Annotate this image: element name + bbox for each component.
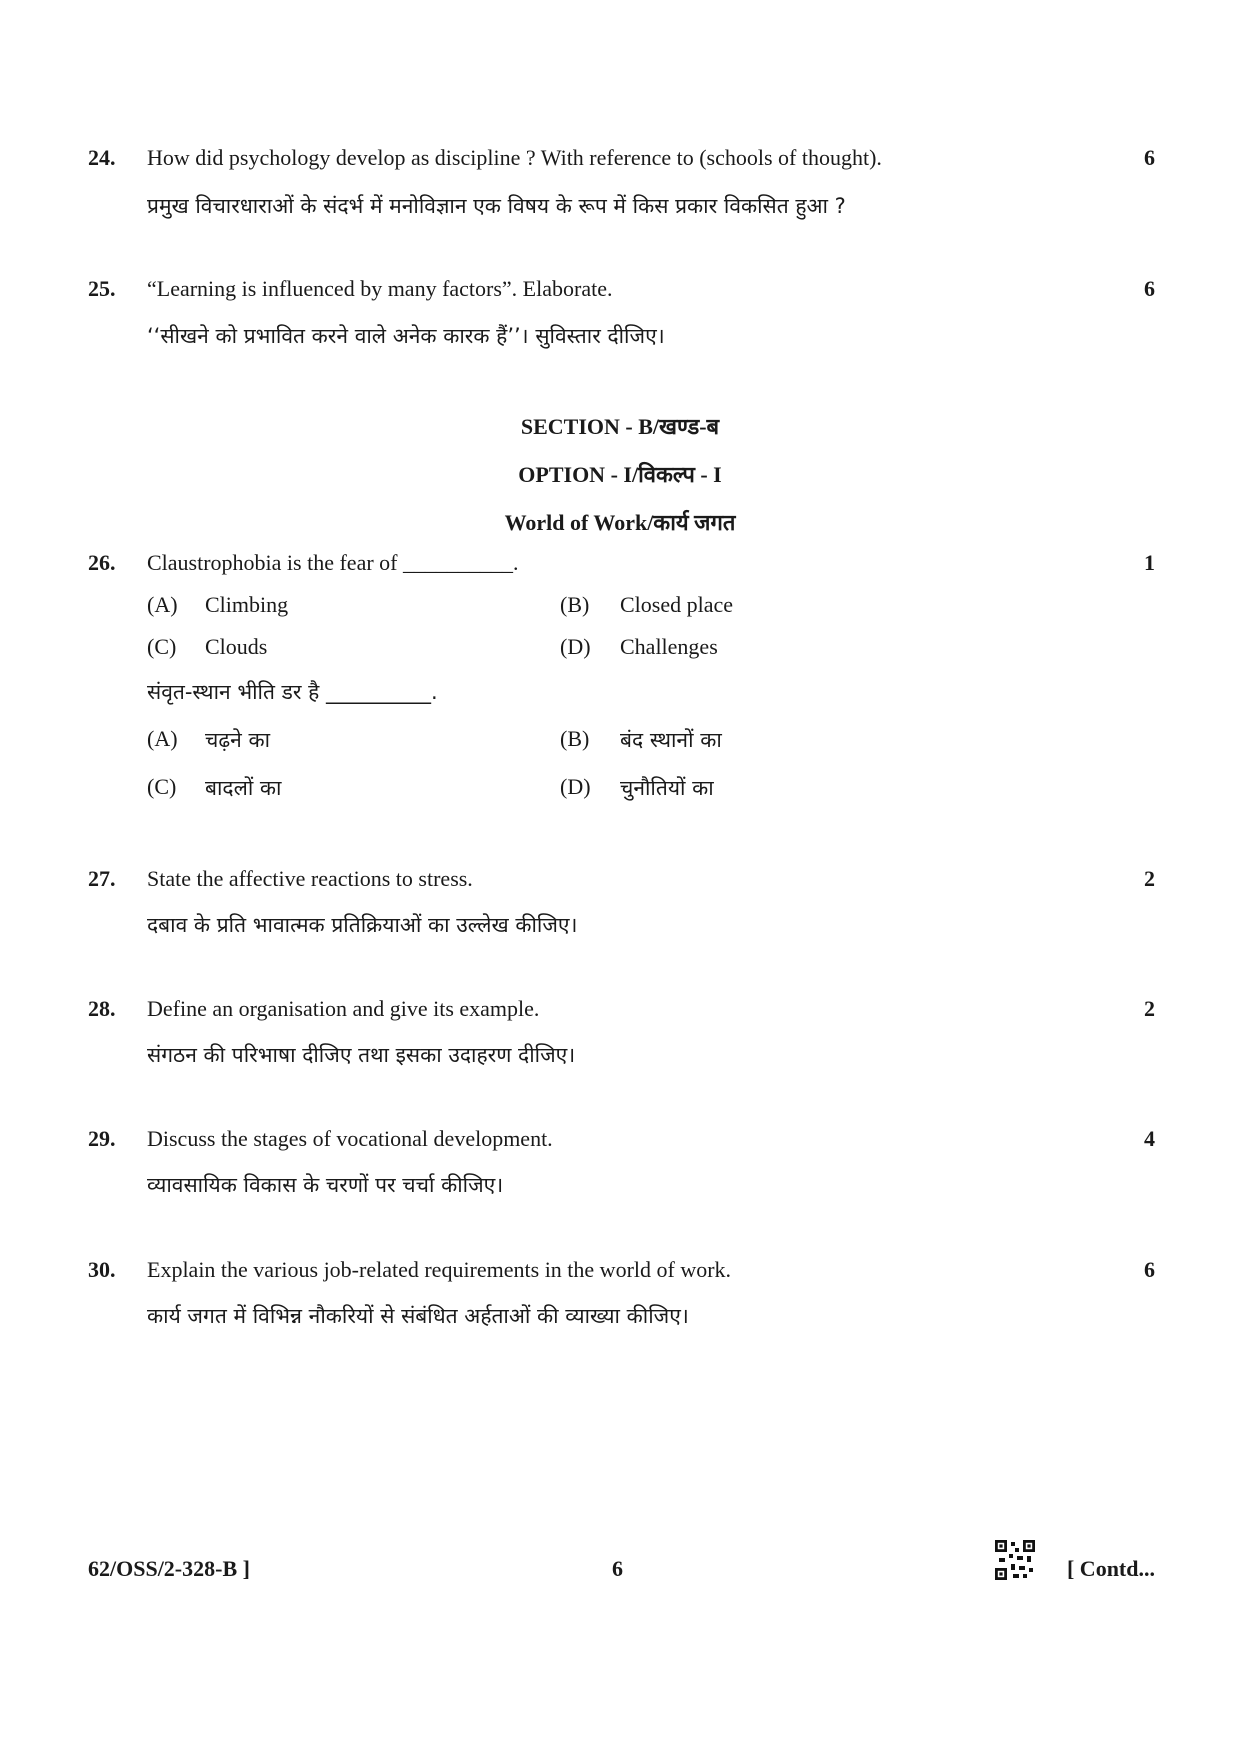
section-title: SECTION - B/खण्ड-ब xyxy=(520,414,720,439)
question-text-en: “Learning is influenced by many factors”. Elaborate. xyxy=(147,276,613,301)
option-title: OPTION - I/विकल्प - I xyxy=(518,462,722,487)
option-text: बादलों का xyxy=(205,776,282,800)
question-number: 27. xyxy=(88,866,116,891)
question-marks: 6 xyxy=(1144,1257,1155,1282)
options-row-hi-2 xyxy=(0,774,1240,814)
question-text-en: Discuss the stages of vocational development. xyxy=(147,1126,553,1151)
option-label: (B) xyxy=(560,592,590,617)
question-text-hi: संगठन की परिभाषा दीजिए तथा इसका उदाहरण दीजिए। xyxy=(147,1043,576,1067)
options-row-hi-1 xyxy=(0,726,1240,766)
question-text-hi: ‘‘सीखने को प्रभावित करने वाले अनेक कारक हैं’’। सुविस्तार दीजिए। xyxy=(147,324,665,348)
question-30 xyxy=(0,1257,1240,1297)
paper-code: 62/OSS/2-328-B ] xyxy=(88,1556,250,1581)
question-text-en: How did psychology develop as discipline ? With reference to (schools of thought). xyxy=(147,145,882,170)
question-text-hi: प्रमुख विचारधाराओं के संदर्भ में मनोविज्ञान एक विषय के रूप में किस प्रकार विकसित हुआ ? xyxy=(147,194,846,218)
options-row-en-1 xyxy=(0,592,1240,632)
question-text-hi: व्यावसायिक विकास के चरणों पर चर्चा कीजिए। xyxy=(147,1173,504,1197)
question-24 xyxy=(0,145,1240,185)
question-marks: 4 xyxy=(1144,1126,1155,1151)
question-marks: 2 xyxy=(1144,866,1155,891)
question-27 xyxy=(0,866,1240,906)
question-number: 29. xyxy=(88,1126,116,1151)
question-25 xyxy=(0,276,1240,316)
question-number: 30. xyxy=(88,1257,116,1282)
option-label: (C) xyxy=(147,634,177,659)
option-text: Closed place xyxy=(620,592,734,617)
option-label: (D) xyxy=(560,634,591,659)
qr-code-icon xyxy=(995,1540,1035,1580)
option-text: बंद स्थानों का xyxy=(620,728,722,752)
question-29 xyxy=(0,1126,1240,1166)
section-subtitle: World of Work/कार्य जगत xyxy=(504,510,736,535)
option-text: Challenges xyxy=(620,634,718,659)
question-text-en: Explain the various job-related requirements in the world of work. xyxy=(147,1257,732,1282)
option-text: Clouds xyxy=(205,634,268,659)
question-text-hi: कार्य जगत में विभिन्न नौकरियों से संबंधित अर्हताओं की व्याख्या कीजिए। xyxy=(147,1304,689,1328)
question-text-hi: दबाव के प्रति भावात्मक प्रतिक्रियाओं का उल्लेख कीजिए। xyxy=(147,913,578,937)
option-text: Climbing xyxy=(205,592,289,617)
question-text-hi: संवृत-स्थान भीति डर है __________. xyxy=(147,680,438,704)
question-number: 28. xyxy=(88,996,116,1021)
option-label: (B) xyxy=(560,726,590,751)
page-number: 6 xyxy=(612,1556,623,1581)
continued-label: [ Contd... xyxy=(1066,1556,1155,1581)
option-label: (A) xyxy=(147,592,178,617)
question-number: 25. xyxy=(88,276,116,301)
option-label: (D) xyxy=(560,774,591,799)
options-row-en-2 xyxy=(0,634,1240,674)
question-28 xyxy=(0,996,1240,1036)
option-label: (A) xyxy=(147,726,178,751)
question-marks: 1 xyxy=(1144,550,1155,575)
option-label: (C) xyxy=(147,774,177,799)
question-marks: 2 xyxy=(1144,996,1155,1021)
question-text-en: Claustrophobia is the fear of __________. xyxy=(147,550,519,575)
option-text: चढ़ने का xyxy=(205,728,271,752)
question-number: 26. xyxy=(88,550,116,575)
option-text: चुनौतियों का xyxy=(620,776,714,800)
question-26 xyxy=(0,550,1240,590)
question-marks: 6 xyxy=(1144,145,1155,170)
question-number: 24. xyxy=(88,145,116,170)
question-text-en: Define an organisation and give its example. xyxy=(147,996,540,1021)
question-marks: 6 xyxy=(1144,276,1155,301)
question-text-en: State the affective reactions to stress. xyxy=(147,866,473,891)
